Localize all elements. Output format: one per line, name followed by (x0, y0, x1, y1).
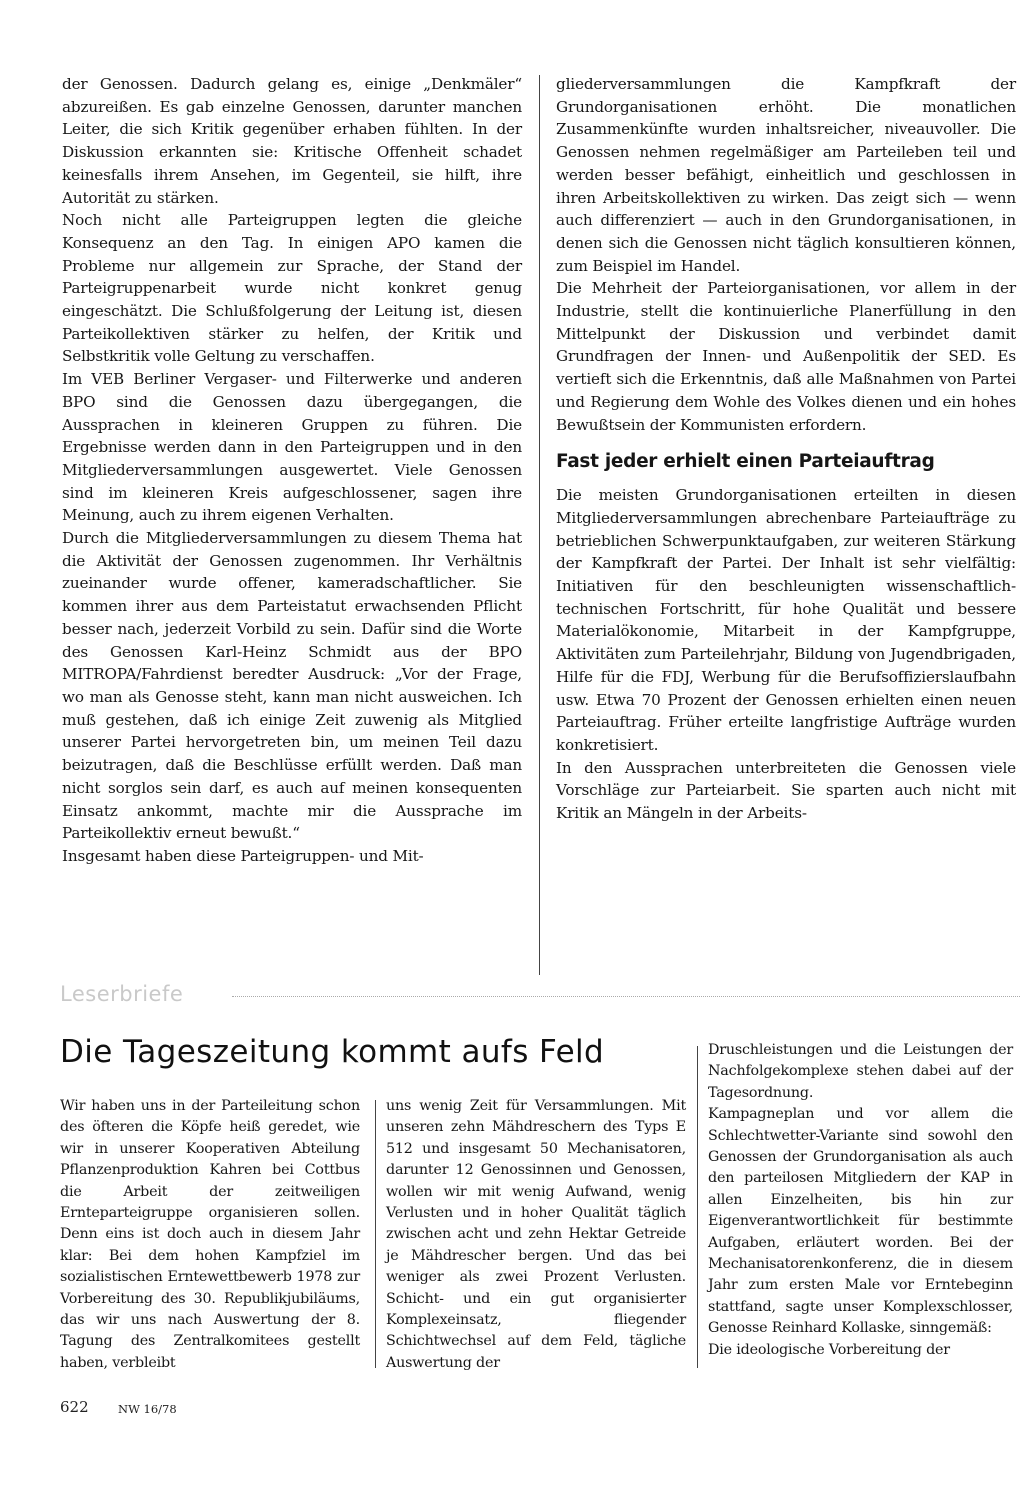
paragraph: Die meisten Grundorganisationen erteilten in diesen Mitgliederversammlungen abrechenbare Parteiaufträge zu betrieblichen Schwerpunktaufgaben, zur weiteren Stärkung der Kampfkraft der Partei. Der Inhalt ist sehr vielfältig: Initiativen für den beschleunigten wissenschaftlich-technischen Fortschritt, für hohe Qualität und bessere Materialökonomie, Mitarbeit in der Kampfgruppe, Aktivitäten zum Parteilehrjahr, Bildung von Jugendbrigaden, Hilfe für die FDJ, Werbung für die Berufsoffizierslaufbahn usw. Etwa 70 Prozent der Genossen erhielten einen neuen Parteiauftrag. Früher erteilte langfristige Aufträge wurden konkretisiert. (556, 486, 1016, 754)
letter-column-2 (386, 1096, 686, 1374)
issue-label: NW 16/78 (118, 1402, 177, 1416)
paragraph: In den Aussprachen unterbreiteten die Genossen viele Vorschläge zur Parteiarbeit. Sie sparten auch nicht mit Kritik an Mängeln in der Arbeits- (556, 758, 1016, 823)
section-subheading: Fast jeder erhielt einen Parteiauftrag (556, 451, 935, 473)
column-divider (375, 1100, 376, 1368)
paragraph: uns wenig Zeit für Versammlungen. Mit unseren zehn Mähdreschern des Typs E 512 und insgesamt 50 Mechanisatoren, darunter 12 Genossinnen und Genossen, wollen wir mit wenig Aufwand, wenig Verlusten und in hoher Qualität täglich zwischen acht und zehn Hektar Getreide je Mähdrescher bergen. Und das bei weniger als zwei Prozent Verlusten. Schicht- und ein gut organisierter Komplexeinsatz, fliegender Schichtwechsel auf dem Feld, tägliche Auswertung der (386, 1098, 686, 1371)
paragraph: der Genossen. Dadurch gelang es, einige „Denkmäler“ abzureißen. Es gab einzelne Genossen, darunter manchen Leiter, die sich Kritik gegenüber erhaben fühlten. In der Diskussion erkannten sie: Kritische Offenheit schadet keinesfalls ihrem Ansehen, im Gegenteil, sie hilft, ihre Autorität zu stärken. (62, 75, 522, 207)
paragraph: Wir haben uns in der Parteileitung schon des öfteren die Köpfe heiß geredet, wie wir in unserer Kooperativen Abteilung Pflanzenproduktion Kahren bei Cottbus die Arbeit der zeitweiligen Ernteparteigruppe organisieren sollen. Denn eins ist doch auch in diesem Jahr klar: Bei dem hohen Kampfziel im sozialistischen Erntewettbewerb 1978 zur Vorbereitung des 30. Republikjubiläums, das wir uns nach Auswertung der 8. Tagung des Zentralkomitees gestellt haben, verbleibt (60, 1098, 360, 1371)
paragraph: Kampagneplan und vor allem die Schlechtwetter-Variante sind sowohl den Genossen der Grundorganisation als auch den parteilosen Mitgliedern der KAP in allen Einzelheiten, bis hin zur Eigenverantwortlichkeit für bestimmte Aufgaben, erläutert worden. Bei der Mechanisatorenkonferenz, die in diesem Jahr zum ersten Male vor Erntebeginn stattfand, sagte unser Komplexschlosser, Genosse Reinhard Kollaske, sinngemäß: (708, 1106, 1013, 1337)
paragraph: Noch nicht alle Parteigruppen legten die gleiche Konsequenz an den Tag. In einigen APO kamen die Probleme nur allgemein zur Sprache, der Stand der Parteigruppenarbeit wurde nicht konkret genug eingeschätzt. Die Schlußfolgerung der Leitung ist, diesen Parteikollektiven stärker zu helfen, der Kritik und Selbstkritik volle Geltung zu verschaffen. (62, 211, 522, 366)
paragraph: Die Mehrheit der Parteiorganisationen, vor allem in der Industrie, stellt die kontinuierliche Planerfüllung in den Mittelpunkt der Diskussion und verbindet damit Grundfragen der Innen- und Außenpolitik der SED. Es vertieft sich die Erkenntnis, daß alle Maßnahmen von Partei und Regierung dem Wohle des Volkes dienen und ein hohes Bewußtsein der Kommunisten erfordern. (556, 279, 1016, 434)
letter-headline: Die Tageszeitung kommt aufs Feld (60, 1034, 605, 1070)
section-rubric: Leserbriefe (60, 982, 184, 1006)
article-column-left (62, 73, 522, 868)
column-divider (697, 1046, 698, 1368)
page-number: 622 (60, 1398, 89, 1416)
paragraph: Durch die Mitgliederversammlungen zu diesem Thema hat die Aktivität der Genossen zugenommen. Ihr Verhältnis zueinander wurde offener, kameradschaftlicher. Sie kommen ihrer aus dem Parteistatut erwachsenden Pflicht besser nach, jederzeit Vorbild zu sein. Dafür sind die Worte des Genossen Karl-Heinz Schmidt aus der BPO MITROPA/Fahrdienst beredter Ausdruck: „Vor der Frage, wo man als Genosse steht, kann man nicht ausweichen. Ich muß gestehen, daß ich einige Zeit zuwenig als Mitglied unserer Partei hervorgetreten bin, um meinen Teil dazu beizutragen, daß die Beschlüsse erfüllt werden. Daß man nicht sorglos sein darf, es auch auf meinen konsequenten Einsatz ankommt, machte mir die Aussprache im Parteikollektiv erneut bewußt.“ (62, 529, 522, 843)
paragraph: Insgesamt haben diese Parteigruppen- und Mit- (62, 846, 424, 865)
paragraph: Die ideologische Vorbereitung der (708, 1341, 950, 1358)
rubric-divider (232, 996, 1020, 997)
paragraph: gliederversammlungen die Kampfkraft der Grundorganisationen erhöht. Die monatlichen Zusammenkünfte wurden inhaltsreicher, niveauvoller. Die Genossen nehmen regelmäßiger am Parteileben teil und werden besser befähigt, einheitlich und geschlossen in ihren Arbeitskollektiven zu wirken. Das zeigt sich — wenn auch differenziert — auch in den Grundorganisationen, in denen sich die Genossen nicht täglich konsultieren können, zum Beispiel im Handel. (556, 75, 1016, 275)
letter-column-1 (60, 1096, 360, 1374)
article-column-right (556, 73, 1016, 825)
paragraph: Druschleistungen und die Leistungen der Nachfolgekomplexe stehen dabei auf der Tagesordnung. (708, 1042, 1013, 1101)
column-divider (539, 75, 540, 975)
paragraph: Im VEB Berliner Vergaser- und Filterwerke und anderen BPO sind die Genossen dazu übergegangen, die Aussprachen in kleineren Gruppen zu führen. Die Ergebnisse werden dann in den Parteigruppen und in den Mitgliederversammlungen ausgewertet. Viele Genossen sind im kleineren Kreis aufgeschlossener, sagen ihre Meinung, auch zu ihrem eigenen Verhalten. (62, 370, 522, 525)
letter-column-3 (708, 1040, 1013, 1361)
